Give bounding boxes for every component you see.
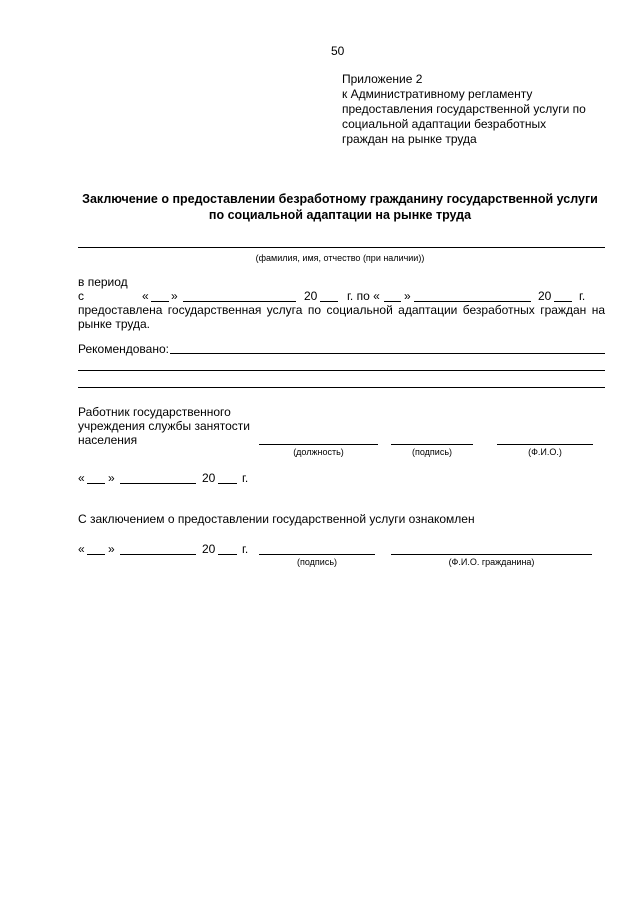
citizen-signature-line[interactable]: [259, 554, 375, 555]
to-year-line[interactable]: [554, 301, 572, 302]
year-prefix: 20: [202, 471, 216, 485]
appendix-line: предоставления государственной услуги по: [342, 102, 586, 116]
fio-line[interactable]: [497, 444, 593, 445]
year-suffix: г.: [579, 289, 586, 303]
citizen-signature-caption: (подпись): [296, 557, 338, 567]
fio-caption: (Ф.И.О.): [528, 447, 562, 457]
acquaint-text: С заключением о предоставлении государственной услуги ознакомлен: [78, 512, 475, 526]
employee-label-line: Работник государственного: [78, 405, 231, 419]
fio-input-line[interactable]: [78, 247, 605, 248]
year-prefix: 20: [538, 289, 552, 303]
acquaint-day-line[interactable]: [87, 554, 105, 555]
signature-line[interactable]: [391, 444, 473, 445]
open-quote: «: [78, 471, 85, 485]
recommended-label: Рекомендовано:: [78, 342, 169, 356]
recommendation-line[interactable]: [170, 353, 605, 354]
period-text-line1: предоставлена государственная услуга по социальной адаптации безработных граждан на: [78, 303, 605, 317]
from-month-line[interactable]: [183, 301, 296, 302]
period-text-line2: рынке труда.: [78, 317, 150, 331]
to-label: г. по «: [347, 289, 380, 303]
document-heading-line2: по социальной адаптации на рынке труда: [208, 208, 472, 222]
document-heading-line1: Заключение о предоставлении безработному гражданину государственной услуги: [82, 192, 598, 206]
close-quote: »: [404, 289, 411, 303]
employee-label-line: учреждения службы занятости: [78, 419, 250, 433]
year-suffix: г.: [242, 471, 249, 485]
close-quote: »: [171, 289, 178, 303]
page-number: 50: [331, 44, 345, 58]
signature-caption: (подпись): [411, 447, 453, 457]
employee-label-line: населения: [78, 433, 138, 447]
from-day-line[interactable]: [151, 301, 169, 302]
to-month-line[interactable]: [414, 301, 531, 302]
from-year-line[interactable]: [320, 301, 338, 302]
year-suffix: г.: [242, 542, 249, 556]
appendix-line: к Административному регламенту: [342, 87, 533, 101]
fio-caption: (фамилия, имя, отчество (при наличии)): [255, 253, 425, 263]
acquaint-month-line[interactable]: [120, 554, 196, 555]
appendix-title: Приложение 2: [342, 72, 423, 86]
recommendation-line[interactable]: [78, 387, 605, 388]
open-quote: «: [142, 289, 149, 303]
date-year-line[interactable]: [218, 483, 237, 484]
appendix-line: граждан на рынке труда: [342, 132, 477, 146]
year-prefix: 20: [304, 289, 318, 303]
date-day-line[interactable]: [87, 483, 105, 484]
position-line[interactable]: [259, 444, 378, 445]
close-quote: »: [108, 471, 115, 485]
open-quote: «: [78, 542, 85, 556]
citizen-fio-caption: (Ф.И.О. гражданина): [448, 557, 535, 567]
period-from-label: с: [78, 289, 84, 303]
close-quote: »: [108, 542, 115, 556]
to-day-line[interactable]: [384, 301, 401, 302]
position-caption: (должность): [293, 447, 344, 457]
date-month-line[interactable]: [120, 483, 196, 484]
appendix-line: социальной адаптации безработных: [342, 117, 547, 131]
citizen-fio-line[interactable]: [391, 554, 592, 555]
acquaint-year-line[interactable]: [218, 554, 237, 555]
year-prefix: 20: [202, 542, 216, 556]
recommendation-line[interactable]: [78, 370, 605, 371]
period-label: в период: [78, 275, 128, 289]
